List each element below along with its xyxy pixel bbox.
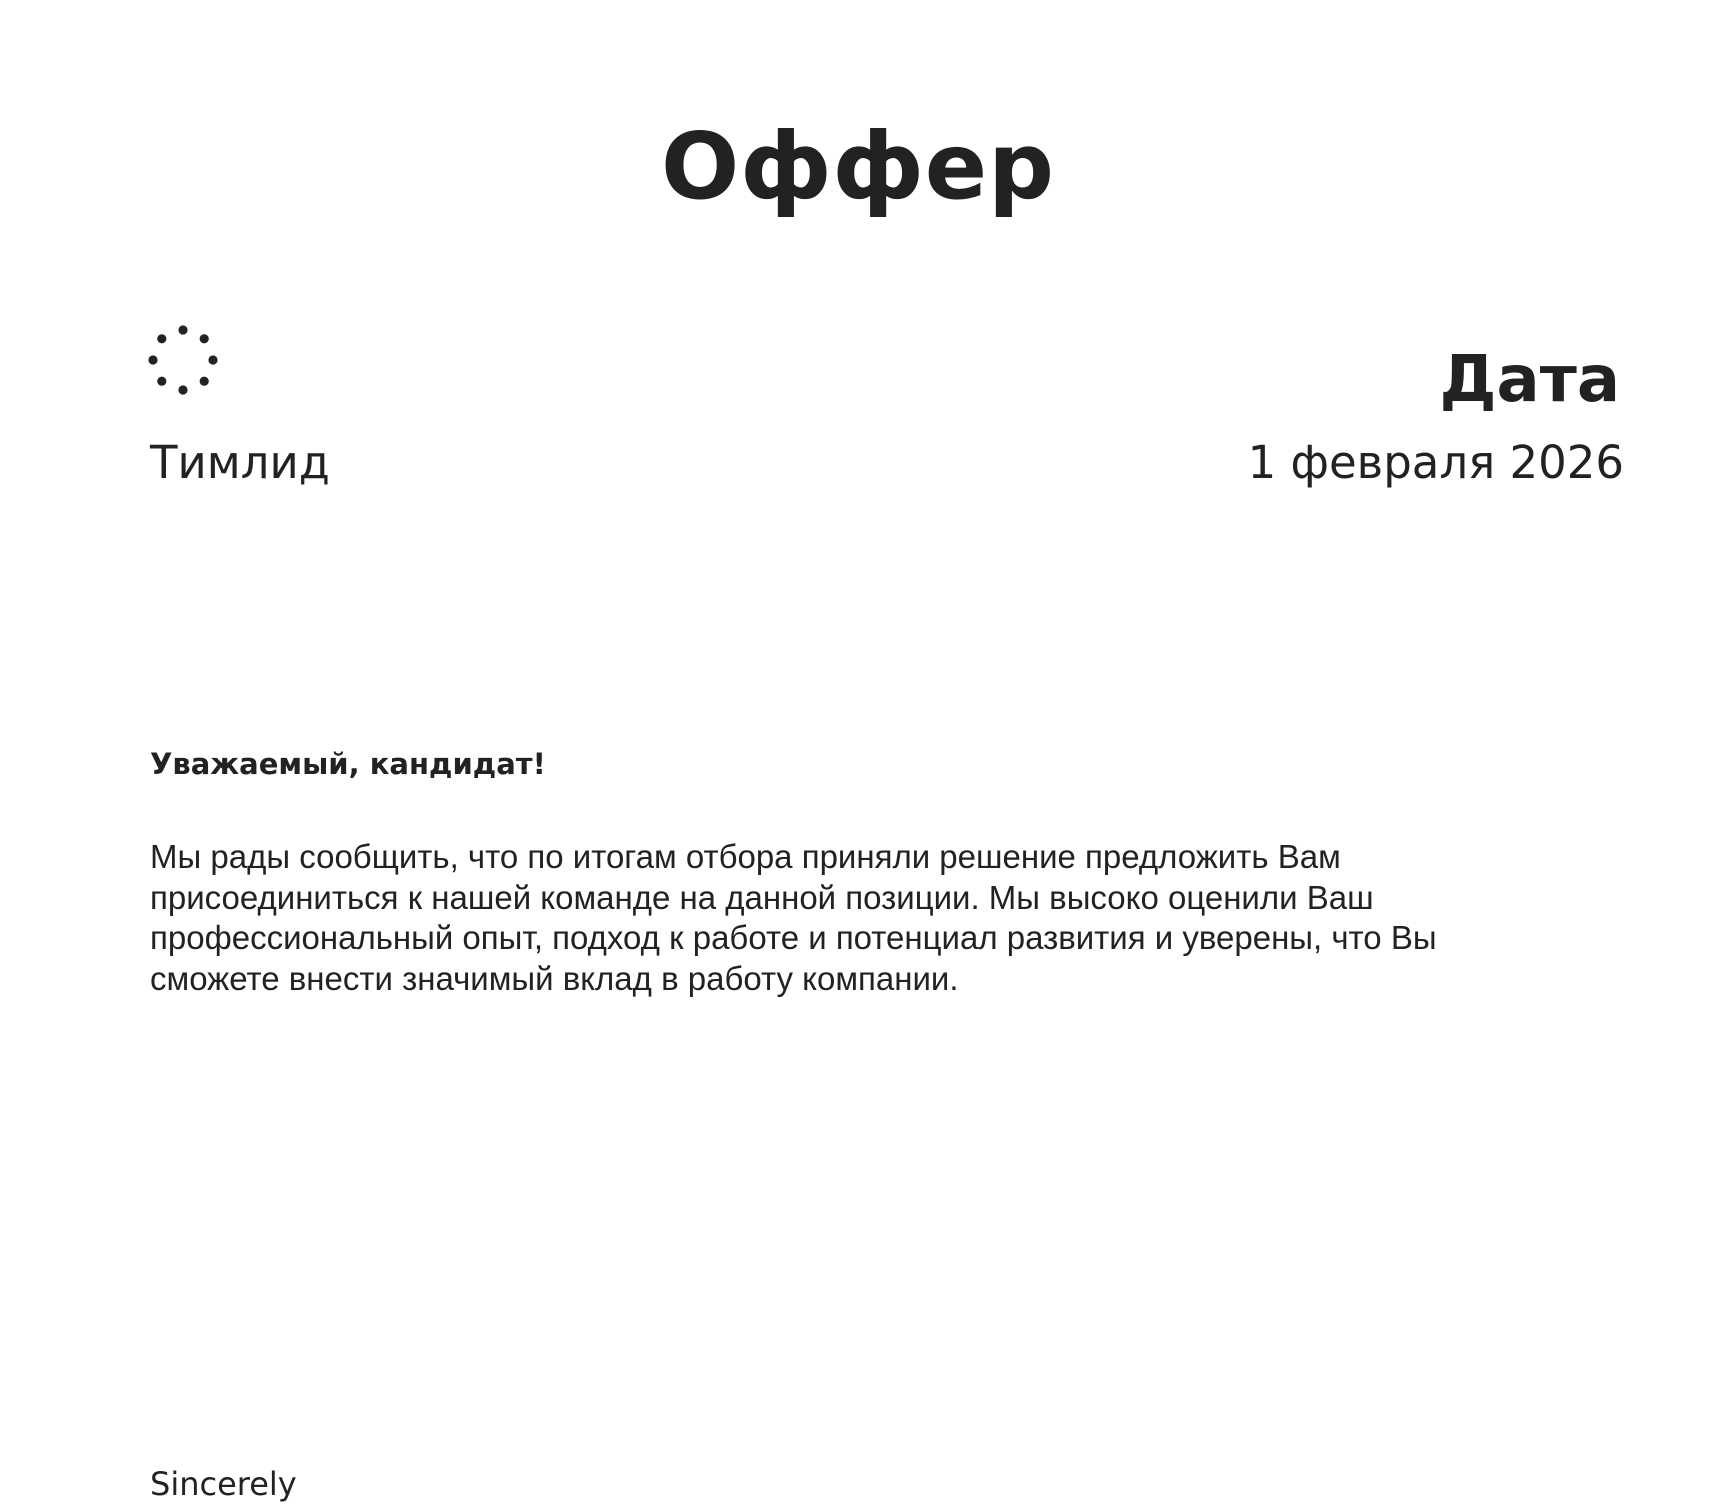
position-title: Тимлид bbox=[150, 436, 330, 489]
dotted-circle-logo-icon bbox=[145, 322, 221, 398]
greeting: Уважаемый, кандидат! bbox=[150, 747, 546, 781]
signoff: Sincerely bbox=[150, 1465, 297, 1503]
page-title: Оффер bbox=[660, 113, 1056, 220]
letter-body: Мы рады сообщить, что по итогам отбора приняли решение предложить Вам присоединиться к нашей команде на данной позиции. Мы высоко оценили Ваш профессиональный опыт, подход к работе и потенциал развития и уверены, что Вы сможете внести значимый вклад в работу компании. bbox=[150, 838, 1437, 997]
date-label: Дата bbox=[1439, 343, 1620, 417]
date-value: 1 февраля 2026 bbox=[1247, 436, 1624, 489]
